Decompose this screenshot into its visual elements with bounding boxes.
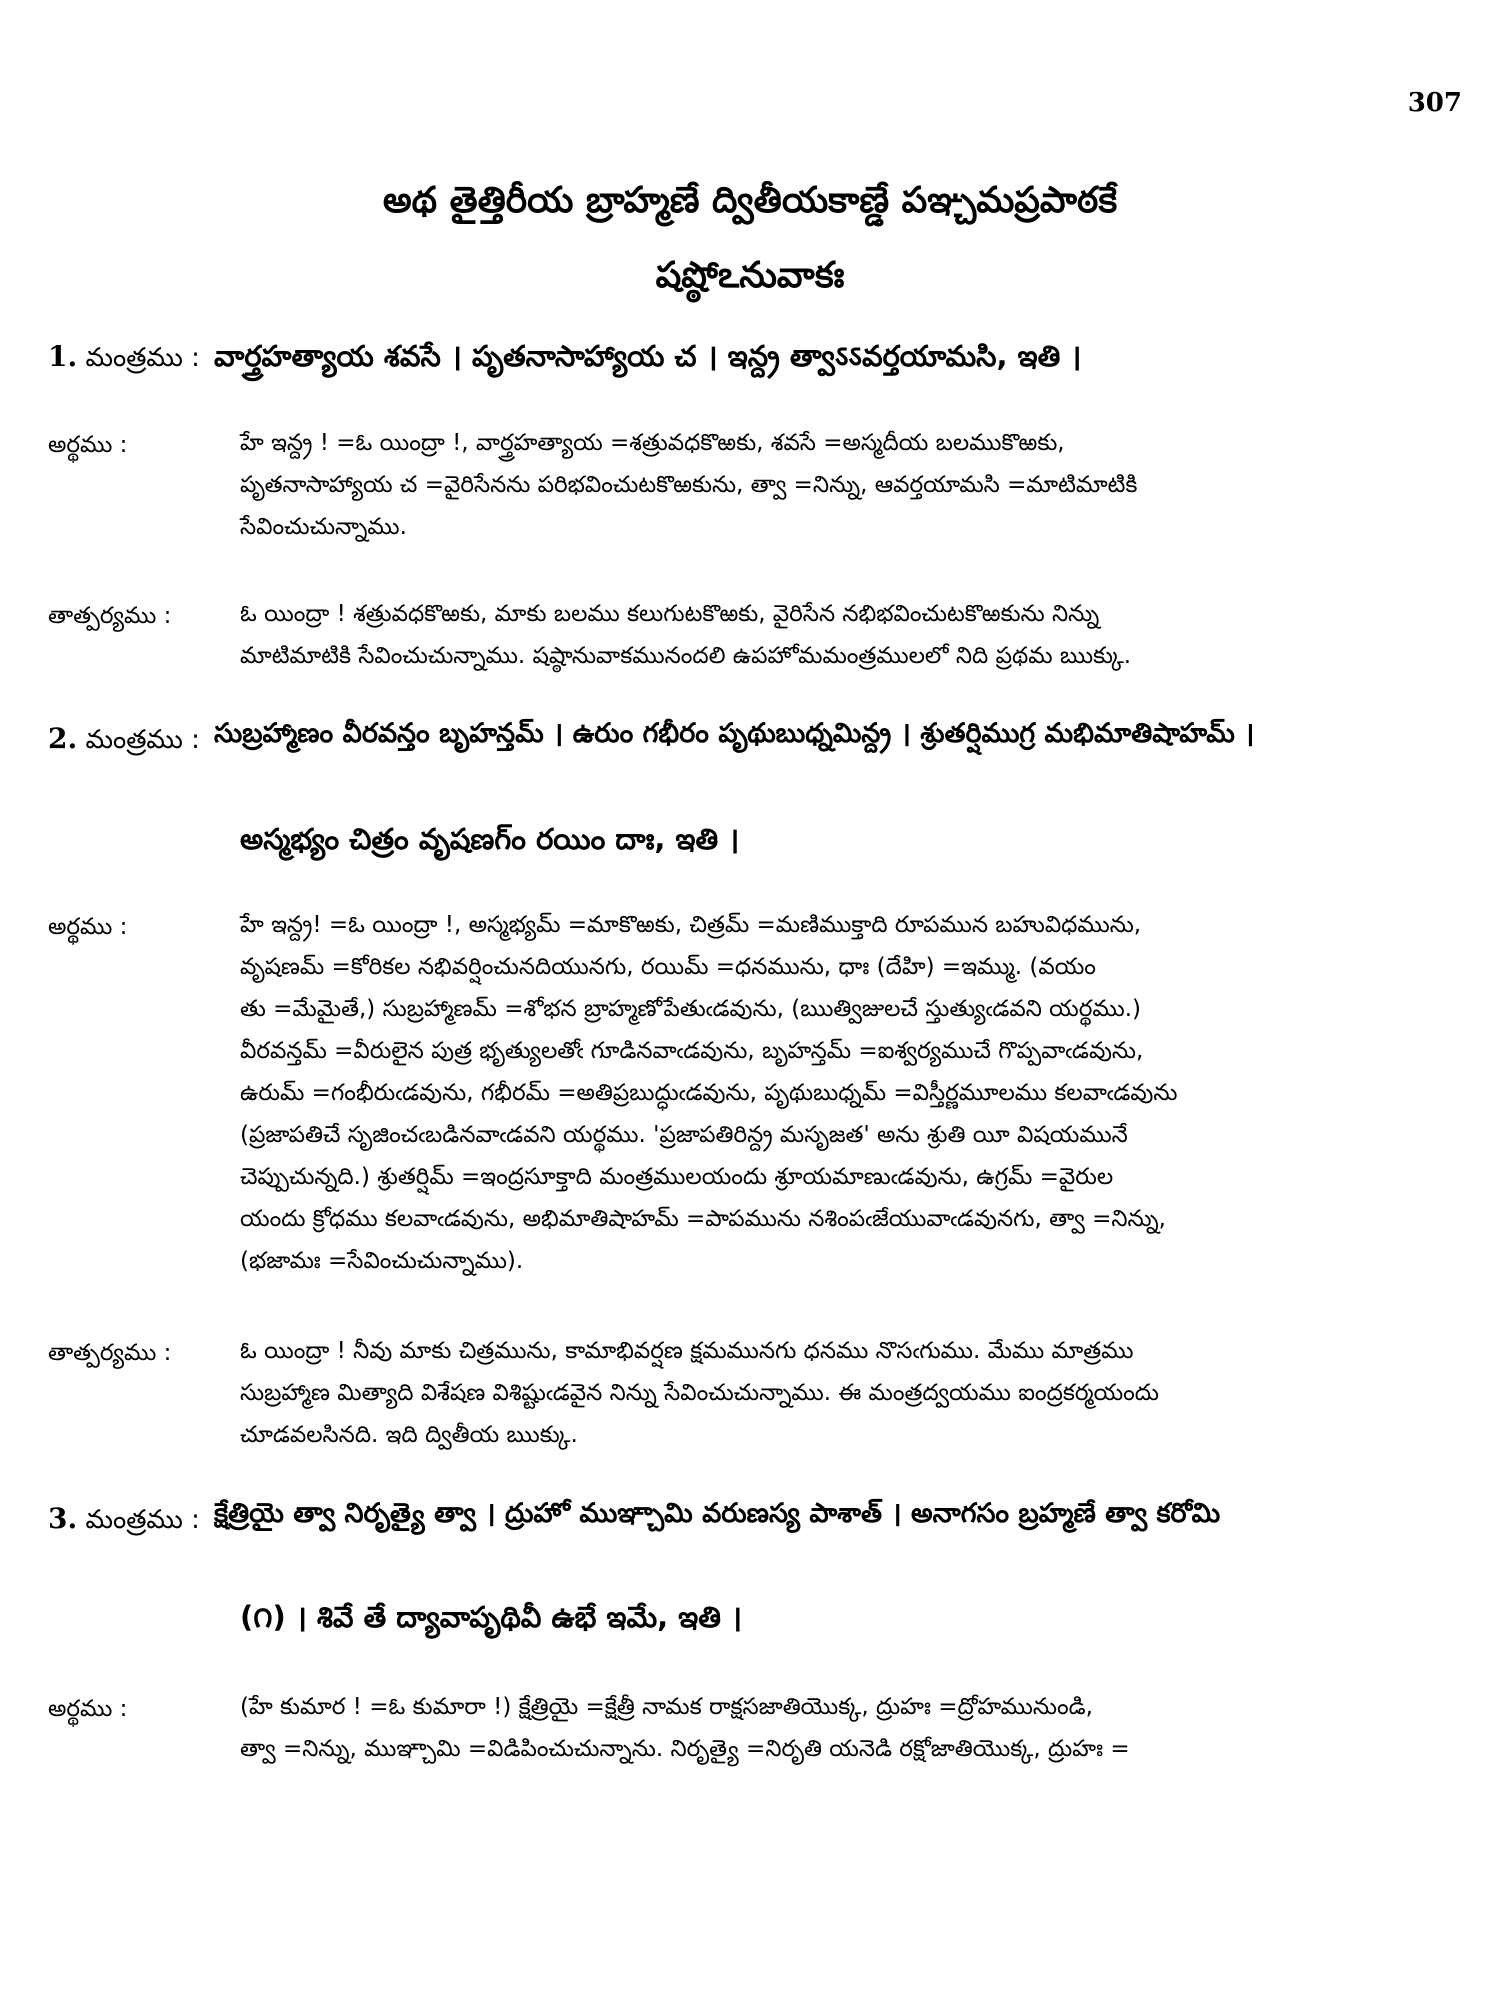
mantra-3-text: క్షేత్రియై త్వా నిరృత్యై త్వా । ద్రుహో ముఞ్చామి వరుణస్య పాశాత్ । అనాగసం బ్రహ్మణే త్వా కరోమి xyxy=(213,1498,1221,1529)
mantra-2-text: సుబ్రహ్మాణం వీరవన్తం బృహన్తమ్ । ఉరుం గభీరం పృథుబుధ్నమిన్ద్ర । శ్రుతర్షిముగ్ర మభిమాతిషాహమ్ । xyxy=(213,718,1255,749)
mantra-3-continuation: (౧) । శివే తే ద్యావాపృథివీ ఉభే ఇమే, ఇతి । xyxy=(240,1600,743,1634)
section-heading: షష్ఠోఽనువాకః xyxy=(655,255,845,296)
mantra-2-continuation: అస్మభ్యం చిత్రం వృషణగ్ం రయిం దాః, ఇతి । xyxy=(240,822,740,856)
purport-2-label: తాత్పర్యము : xyxy=(48,1340,172,1366)
meaning-3-label: అర్థము : xyxy=(48,1696,128,1722)
meaning-1-label: అర్థము : xyxy=(48,432,128,458)
mantra-1-text: వార్త్రహత్యాయ శవసే । పృతనాసాహ్యాయ చ । ఇన్ద్ర త్వాऽऽవర్తయామసి, ఇతి । xyxy=(213,339,1082,373)
purport-2-text: ఓ యింద్రా ! నీవు మాకు చిత్రమును, కామాభివర్షణ క్షమమునగు ధనము నొసఁగుము. మేము మాత్రము సుబ్రహ్మాణ మిత్యాది విశేషణ విశిష్టుఁడవైన నిన్ను సేవించుచున్నాము. ఈ మంత్రద్వయము ఐంద్రకర్మయందు చూడవలసినది. ఇది ద్వితీయ ఋక్కు. xyxy=(240,1338,1160,1448)
meaning-3-text: (హే కుమార ! =ఓ కుమారా !) క్షేత్రియై =క్షేత్రీ నామక రాక్షసజాతియొక్క, ద్రుహః =ద్రోహమునుండి, త్వా =నిన్ను, ముఞ్చామి =విడిపించుచున్నాను. నిరృత్యై =నిరృతి యనెడి రక్షోజాతియొక్క, ద్రుహః = xyxy=(240,1694,1130,1762)
mantra-3 xyxy=(48,1498,1468,1541)
chapter-heading: అథ తైత్తిరీయ బ్రాహ్మణే ద్వితీయకాణ్డే పఞ్చమప్రపాఠకే xyxy=(382,180,1118,221)
page-number: 307 xyxy=(1407,88,1462,118)
mantra-2-label: 2. మంత్రము : xyxy=(48,722,200,755)
purport-1-label: తాత్పర్యము : xyxy=(48,603,172,629)
mantra-3-label: 3. మంత్రము : xyxy=(48,1502,200,1535)
purport-1-text: ఓ యింద్రా ! శత్రువధకొఱకు, మాకు బలము కలుగుటకొఱకు, వైరిసేన నభిభవించుటకొఱకును నిన్ను మాటిమాటికి సేవించుచున్నాము. షష్ఠానువాకమునందలి ఉపహోమమంత్రములలో నిది ప్రథమ ఋక్కు. xyxy=(240,601,1132,669)
meaning-2-label: అర్థము : xyxy=(48,914,128,940)
meaning-1-text: హే ఇన్ద్ర ! =ఓ యింద్రా !, వార్త్రహత్యాయ =శత్రువధకొఱకు, శవసే =అస్మదీయ బలముకొఱకు, పృతనాసాహ్యాయ చ =వైరిసేనను పరిభవించుటకొఱకును, త్వా =నిన్ను, ఆవర్తయామసి =మాటిమాటికి సేవించుచున్నాము. xyxy=(240,430,1138,540)
mantra-2 xyxy=(48,718,1468,761)
mantra-1-label: 1. మంత్రము : xyxy=(48,340,200,373)
meaning-2-text: హే ఇన్ద్ర! =ఓ యింద్రా !, అస్మభ్యమ్ =మాకొఱకు, చిత్రమ్ =మణిముక్తాది రూపమున బహువిధమును, వృషణమ్ =కోరికల నభివర్షించునదియునగు, రయిమ్ =ధనమును, ధాః (దేహి) =ఇమ్ము. (వయం తు =మేమైతే,) సుబ్రహ్మాణమ్ =శోభన బ్రాహ్మణోపేతుఁడవును, (ఋత్విజులచే స్తుత్యుఁడవని యర్థము.) వీరవన్తమ్ =వీరులైన పుత్ర భృత్యులతోఁ గూడినవాఁడవును, బృహన్తమ్ =ఐశ్వర్యముచే గొప్పవాఁడవును, ఉరుమ్ =గంభీరుఁడవును, గభీరమ్ =అతిప్రబుద్ధుఁడవును, పృథుబుధ్నమ్ =విస్తీర్ణమూలము కలవాఁడవును (ప్రజాపతిచే సృజించఁబడినవాఁడవని యర్థము. 'ప్రజాపతిరిన్ద్ర మసృజత' అను శ్రుతి యీ విషయమునే చెప్పుచున్నది.) శ్రుతర్షిమ్ =ఇంద్రసూక్తాది మంత్రములయందు శ్రూయమాణుఁడవును, ఉగ్రమ్ =వైరుల యందు క్రోధము కలవాఁడవును, అభిమాతిషాహమ్ =పాపమును నశింపఁజేయువాఁడవునగు, త్వా =నిన్ను, (భజామః =సేవించుచున్నాము). xyxy=(240,912,1178,1274)
mantra-1 xyxy=(48,336,1468,381)
